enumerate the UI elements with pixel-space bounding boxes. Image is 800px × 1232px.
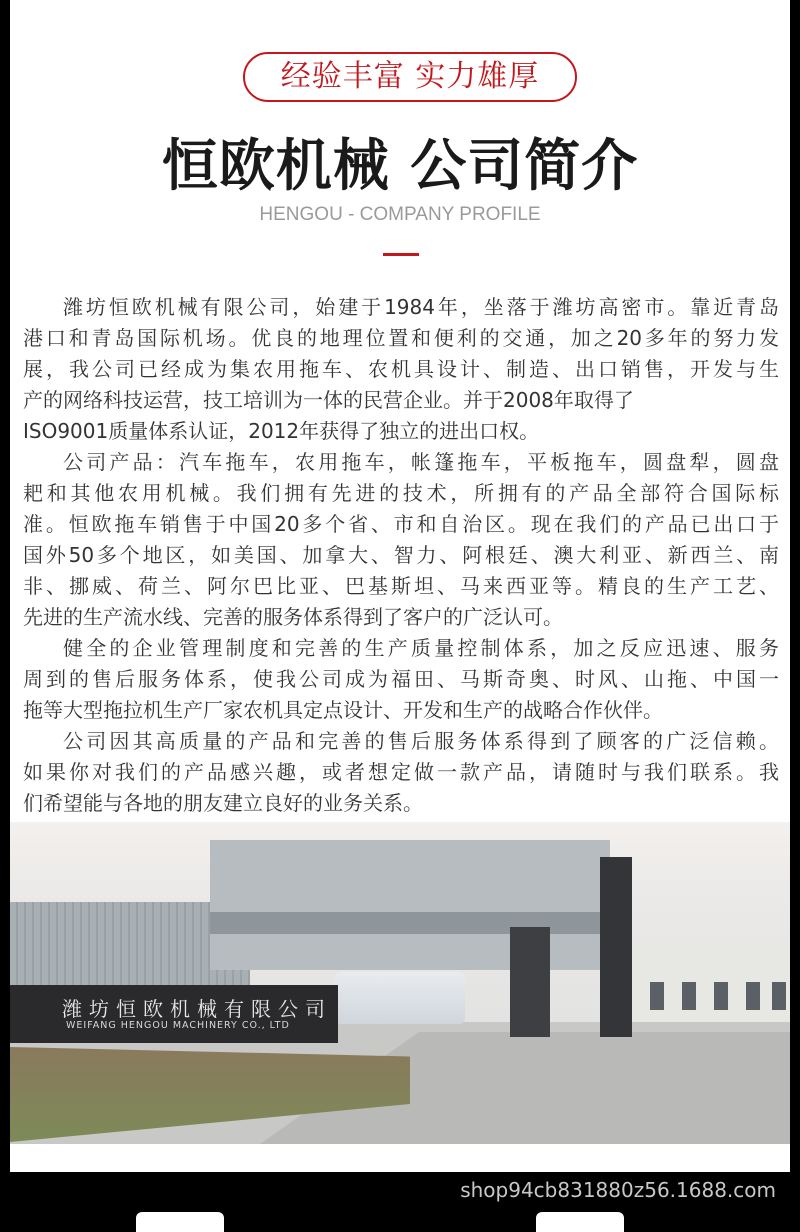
text-line: 展，我公司已经成为集农用拖车、农机具设计、制造、出口销售，开发与生 <box>23 357 779 381</box>
company-description <box>23 292 779 819</box>
factory-photo <box>10 822 790 1144</box>
gate-pillar <box>600 857 632 1037</box>
content-panel <box>10 0 790 1172</box>
text-line: 健全的企业管理制度和完善的生产质量控制体系，加之反应迅速、服务 <box>63 636 779 660</box>
text-line: 准。恒欧拖车销售于中国20多个省、市和自治区。现在我们的产品已出口于 <box>23 512 779 536</box>
window <box>714 982 728 1010</box>
window <box>772 982 786 1010</box>
slogan-badge: 经验丰富 实力雄厚 <box>243 52 577 102</box>
text-line: 耙和其他农用机械。我们拥有先进的技术，所拥有的产品全部符合国际标 <box>23 481 779 505</box>
text-line: 港口和青岛国际机场。优良的地理位置和便利的交通，加之20多年的努力发 <box>23 326 779 350</box>
gate-band <box>210 912 610 934</box>
shop-watermark: shop94cb831880z56.1688.com <box>460 1178 776 1202</box>
company-sign <box>10 985 338 1043</box>
text-line: 国外50多个地区，如美国、加拿大、智力、阿根廷、澳大利亚、新西兰、南 <box>23 543 779 567</box>
bottom-tab <box>536 1212 624 1232</box>
page-title: 恒欧机械 公司简介 <box>161 134 639 199</box>
gate-pillar <box>510 927 550 1037</box>
text-line: 拖等大型拖拉机生产厂家农机具定点设计、开发和生产的战略合作伙伴。 <box>23 698 663 722</box>
text-line: 们希望能与各地的朋友建立良好的业务关系。 <box>23 791 423 815</box>
text-line: 先进的生产流水线、完善的服务体系得到了客户的广泛认可。 <box>23 605 563 629</box>
bottom-tab <box>136 1212 224 1232</box>
text-line: 公司产品：汽车拖车，农用拖车，帐篷拖车，平板拖车，圆盘犁，圆盘 <box>63 450 779 474</box>
text-line: 如果你对我们的产品感兴趣，或者想定做一款产品，请随时与我们联系。我 <box>23 760 779 784</box>
window <box>650 982 664 1010</box>
window <box>746 982 760 1010</box>
text-line: ISO9001质量体系认证，2012年获得了独立的进出口权。 <box>23 419 540 443</box>
text-line: 非、挪威、荷兰、阿尔巴比亚、巴基斯坦、马来西亚等。精良的生产工艺、 <box>23 574 779 598</box>
text-line: 公司因其高质量的产品和完善的售后服务体系得到了顾客的广泛信赖。 <box>63 729 779 753</box>
sign-english: WEIFANG HENGOU MACHINERY CO., LTD <box>66 1020 290 1031</box>
bus <box>335 972 465 1024</box>
gate-building <box>210 840 610 970</box>
window <box>682 982 696 1010</box>
title-divider <box>383 253 419 256</box>
text-line: 周到的售后服务体系，使我公司成为福田、马斯奇奥、时风、山拖、中国一 <box>23 667 779 691</box>
sign-chinese: 潍坊恒欧机械有限公司 <box>62 997 332 1021</box>
text-line: 潍坊恒欧机械有限公司，始建于1984年，坐落于潍坊高密市。靠近青岛 <box>63 295 779 319</box>
page-subtitle: HENGOU - COMPANY PROFILE <box>259 204 541 225</box>
text-line: 产的网络科技运营，技工培训为一体的民营企业。并于2008年取得了 <box>23 388 634 412</box>
